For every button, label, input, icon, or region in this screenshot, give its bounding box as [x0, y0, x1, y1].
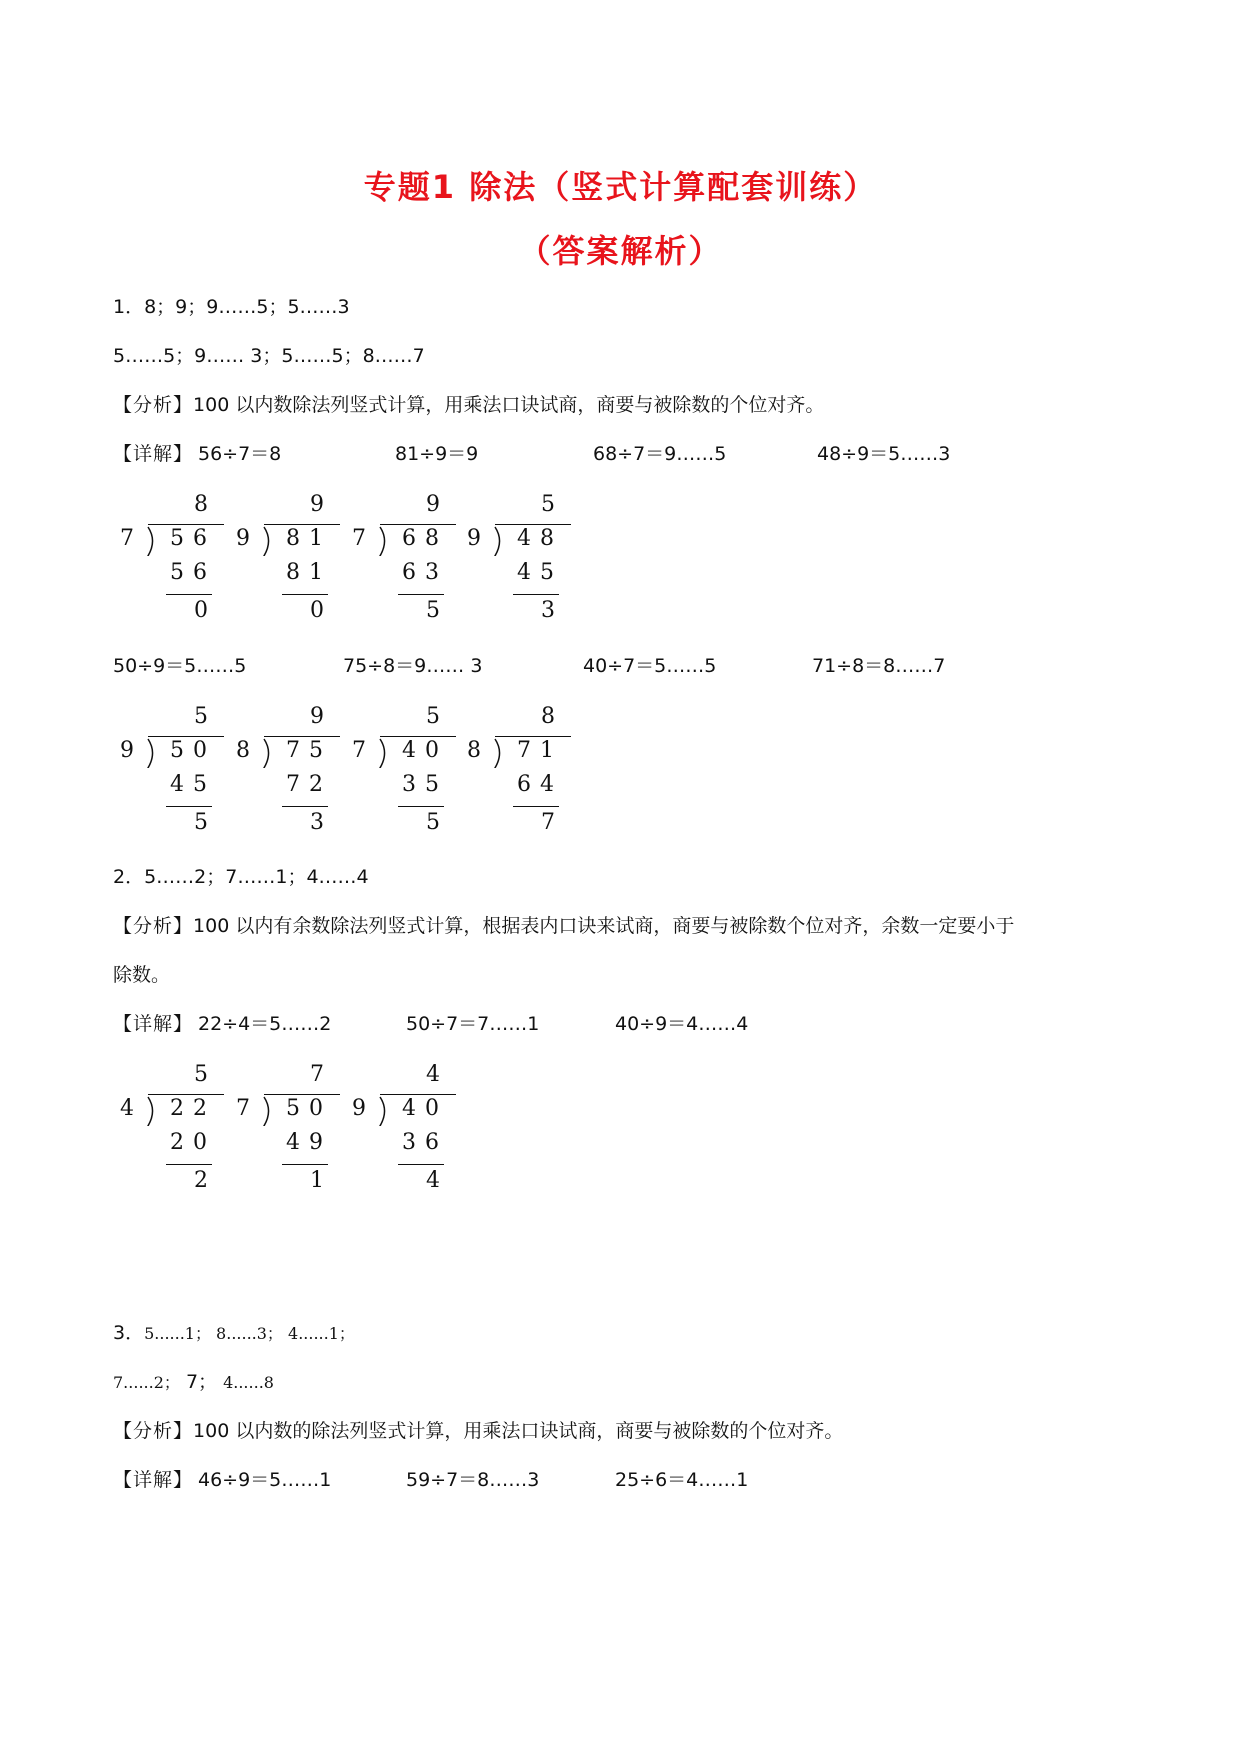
- long-division: [236, 1062, 356, 1210]
- q1-answers-line1: 1．8；9；9……5；5……3: [113, 296, 350, 318]
- quotient: 5: [541, 492, 564, 517]
- division-bracket: [489, 738, 507, 768]
- subtraction-line: [282, 806, 328, 807]
- long-division: [467, 492, 587, 640]
- q3-analysis: [113, 1416, 843, 1443]
- quotient: 5: [194, 1062, 217, 1087]
- dividend: 56: [170, 526, 216, 551]
- divisor: 7: [120, 526, 134, 551]
- equation: 50÷9＝5……5: [113, 655, 247, 677]
- q2-detail: [113, 1009, 193, 1036]
- division-top-line: [264, 1094, 340, 1095]
- divisor: 7: [236, 1096, 250, 1121]
- dividend: 50: [286, 1096, 332, 1121]
- product: 81: [286, 560, 332, 585]
- equation: 71÷8＝8……7: [812, 655, 946, 677]
- remainder: 3: [310, 810, 333, 835]
- long-division: [352, 704, 472, 852]
- quotient: 4: [426, 1062, 449, 1087]
- q3-answers-b2: 7；: [185, 1371, 218, 1393]
- division-top-line: [148, 524, 224, 525]
- quotient: 9: [310, 492, 333, 517]
- quotient: 8: [194, 492, 217, 517]
- subtraction-line: [166, 1164, 212, 1165]
- q2-analysis-line1: [113, 911, 1014, 938]
- division-top-line: [264, 736, 340, 737]
- divisor: 7: [352, 738, 366, 763]
- detail-tag: 【详解】: [113, 1013, 194, 1035]
- division-bracket: [374, 1096, 392, 1126]
- remainder: 5: [426, 598, 449, 623]
- division-bracket: [258, 526, 276, 556]
- product: 45: [517, 560, 563, 585]
- division-bracket: [142, 1096, 160, 1126]
- division-top-line: [264, 524, 340, 525]
- remainder: 1: [310, 1168, 333, 1193]
- subtraction-line: [513, 594, 559, 595]
- division-bracket: [142, 526, 160, 556]
- division-top-line: [380, 736, 456, 737]
- q1-answers-line2: 5……5；9…… 3；5……5；8……7: [113, 345, 425, 367]
- quotient: 5: [426, 704, 449, 729]
- remainder: 0: [194, 598, 217, 623]
- division-top-line: [380, 1094, 456, 1095]
- long-division: [236, 704, 356, 852]
- equation: 75÷8＝9…… 3: [343, 655, 483, 677]
- product: 64: [517, 772, 563, 797]
- equation: 50÷7＝7……1: [406, 1013, 540, 1035]
- remainder: 2: [194, 1168, 217, 1193]
- divisor: 7: [352, 526, 366, 551]
- divisor: 9: [120, 738, 134, 763]
- subtraction-line: [166, 806, 212, 807]
- dividend: 22: [170, 1096, 216, 1121]
- divisor: 9: [467, 526, 481, 551]
- dividend: 48: [517, 526, 563, 551]
- long-division: [120, 704, 240, 852]
- q1-analysis: [113, 390, 824, 417]
- dividend: 50: [170, 738, 216, 763]
- page-subtitle: （答案解析）: [518, 232, 723, 270]
- product: 72: [286, 772, 332, 797]
- equation: 22÷4＝5……2: [198, 1013, 332, 1035]
- q2-analysis-line2: 除数。: [113, 964, 171, 986]
- division-bracket: [258, 1096, 276, 1126]
- q3-detail: [113, 1465, 193, 1492]
- division-bracket: [374, 738, 392, 768]
- long-division: [120, 1062, 240, 1210]
- division-bracket: [374, 526, 392, 556]
- analysis-tag: 【分析】: [113, 1420, 194, 1442]
- analysis-tag: 【分析】: [113, 394, 194, 416]
- product: 56: [170, 560, 216, 585]
- q3-answers-b1: 7......2；: [113, 1373, 180, 1392]
- equation: 46÷9＝5……1: [198, 1469, 332, 1491]
- analysis-tag: 【分析】: [113, 915, 194, 937]
- product: 63: [402, 560, 448, 585]
- divisor: 8: [236, 738, 250, 763]
- divisor: 9: [352, 1096, 366, 1121]
- q1-detail-row1: [113, 439, 193, 466]
- remainder: 5: [194, 810, 217, 835]
- long-division: [352, 1062, 472, 1210]
- subtraction-line: [398, 594, 444, 595]
- product: 35: [402, 772, 448, 797]
- subtraction-line: [282, 1164, 328, 1165]
- long-division: [467, 704, 587, 852]
- q3-answers-line1: [113, 1318, 355, 1345]
- division-top-line: [495, 736, 571, 737]
- equation: 40÷7＝5……5: [583, 655, 717, 677]
- division-top-line: [495, 524, 571, 525]
- page-title: 专题1 除法（竖式计算配套训练）: [363, 168, 878, 206]
- long-division: [120, 492, 240, 640]
- quotient: 5: [194, 704, 217, 729]
- equation: 68÷7＝9……5: [593, 443, 727, 465]
- dividend: 68: [402, 526, 448, 551]
- long-division: [352, 492, 472, 640]
- divisor: 9: [236, 526, 250, 551]
- remainder: 5: [426, 810, 449, 835]
- detail-tag: 【详解】: [113, 443, 194, 465]
- quotient: 7: [310, 1062, 333, 1087]
- remainder: 3: [541, 598, 564, 623]
- quotient: 9: [426, 492, 449, 517]
- dividend: 71: [517, 738, 563, 763]
- division-bracket: [489, 526, 507, 556]
- dividend: 81: [286, 526, 332, 551]
- subtraction-line: [282, 594, 328, 595]
- quotient: 8: [541, 704, 564, 729]
- analysis-text: 100 以内数的除法列竖式计算，用乘法口诀试商，商要与被除数的个位对齐。: [193, 1420, 844, 1442]
- q3-answers-a: 5......1； 8......3； 4......1；: [144, 1324, 355, 1343]
- remainder: 7: [541, 810, 564, 835]
- division-bracket: [142, 738, 160, 768]
- division-bracket: [258, 738, 276, 768]
- equation: 56÷7＝8: [198, 443, 282, 465]
- division-top-line: [380, 524, 456, 525]
- analysis-text: 100 以内数除法列竖式计算，用乘法口诀试商，商要与被除数的个位对齐。: [193, 394, 825, 416]
- q3-answers-line2: [113, 1367, 274, 1394]
- dividend: 40: [402, 1096, 448, 1121]
- subtraction-line: [398, 1164, 444, 1165]
- subtraction-line: [398, 806, 444, 807]
- division-top-line: [148, 736, 224, 737]
- detail-tag: 【详解】: [113, 1469, 194, 1491]
- division-top-line: [148, 1094, 224, 1095]
- equation: 81÷9＝9: [395, 443, 479, 465]
- divisor: 4: [120, 1096, 134, 1121]
- analysis-text: 100 以内有余数除法列竖式计算，根据表内口诀来试商，商要与被除数个位对齐，余数一定要小于: [193, 915, 1015, 937]
- dividend: 75: [286, 738, 332, 763]
- long-division: [236, 492, 356, 640]
- equation: 48÷9＝5……3: [817, 443, 951, 465]
- product: 49: [286, 1130, 332, 1155]
- equation: 59÷7＝8……3: [406, 1469, 540, 1491]
- divisor: 8: [467, 738, 481, 763]
- q3-answers-b3: 4......8: [223, 1373, 274, 1392]
- remainder: 4: [426, 1168, 449, 1193]
- product: 36: [402, 1130, 448, 1155]
- equation: 40÷9＝4……4: [615, 1013, 749, 1035]
- product: 20: [170, 1130, 216, 1155]
- quotient: 9: [310, 704, 333, 729]
- remainder: 0: [310, 598, 333, 623]
- q2-answers: 2．5……2；7……1；4……4: [113, 866, 369, 888]
- product: 45: [170, 772, 216, 797]
- equation: 25÷6＝4……1: [615, 1469, 749, 1491]
- subtraction-line: [166, 594, 212, 595]
- subtraction-line: [513, 806, 559, 807]
- dividend: 40: [402, 738, 448, 763]
- q3-number: 3．: [113, 1322, 145, 1344]
